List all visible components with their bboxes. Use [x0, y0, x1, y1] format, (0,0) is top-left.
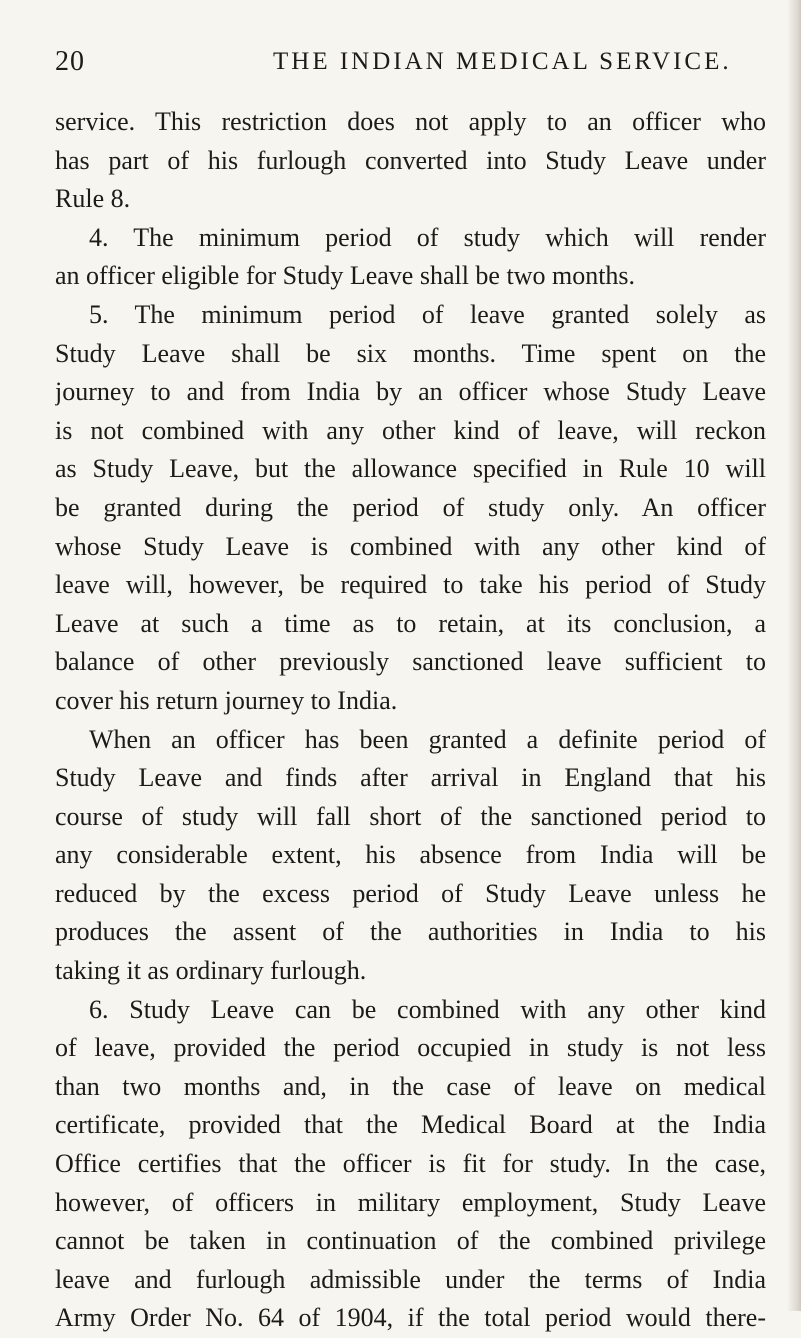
page-number: 20: [55, 46, 85, 77]
text-line: Office certifies that the officer is fit for study. In the case,: [55, 1149, 766, 1179]
text-line: Study Leave shall be six months. Time spent on the: [55, 338, 766, 368]
text-line: as Study Leave, but the allowance specified in Rule 10 will: [55, 454, 766, 484]
text-line: cannot be taken in continuation of the combined privilege: [55, 1226, 766, 1256]
text-line: journey to and from India by an officer whose Study Leave: [55, 377, 766, 407]
text-line: Study Leave and finds after arrival in England that his: [55, 763, 766, 793]
text-line: has part of his furlough converted into Study Leave under: [55, 145, 766, 175]
text-line: leave will, however, be required to take his period of Study: [55, 570, 766, 600]
text-line: 5. The minimum period of leave granted solely as: [89, 299, 766, 329]
text-line: Rule 8.: [55, 184, 131, 214]
text-line: cover his return journey to India.: [55, 685, 398, 715]
text-line: be granted during the period of study only. An officer: [55, 492, 766, 522]
text-line: leave and furlough admissible under the terms of India: [55, 1264, 766, 1294]
text-line: an officer eligible for Study Leave shall be two months.: [55, 261, 636, 291]
text-line: Army Order No. 64 of 1904, if the total period would there-: [55, 1303, 766, 1333]
text-line: than two months and, in the case of leave on medical: [55, 1071, 766, 1101]
text-line: service. This restriction does not apply to an officer who: [55, 107, 766, 136]
text-line: Leave at such a time as to retain, at its conclusion, a: [55, 608, 766, 638]
text-line: 6. Study Leave can be combined with any other kind: [89, 994, 766, 1024]
text-line: balance of other previously sanctioned leave sufficient to: [55, 647, 766, 677]
text-line: course of study will fall short of the sanctioned period to: [55, 801, 766, 831]
text-line: any considerable extent, his absence from India will be: [55, 840, 766, 870]
text-line: is not combined with any other kind of leave, will reckon: [55, 415, 766, 445]
text-line: taking it as ordinary furlough.: [55, 956, 367, 986]
page-header: [55, 46, 755, 86]
text-line: of leave, provided the period occupied in study is not less: [55, 1033, 766, 1063]
body-text: [55, 103, 766, 1338]
text-line: reduced by the excess period of Study Leave unless he: [55, 878, 766, 908]
text-line: certificate, provided that the Medical Board at the India: [55, 1110, 766, 1140]
running-head: THE INDIAN MEDICAL SERVICE.: [273, 48, 732, 75]
text-line: produces the assent of the authorities in India to his: [55, 917, 766, 947]
text-line: When an officer has been granted a definite period of: [89, 724, 766, 754]
text-line: whose Study Leave is combined with any other kind of: [55, 531, 766, 561]
page-edge-shadow: [787, 0, 801, 1311]
text-line: 4. The minimum period of study which will render: [89, 222, 766, 252]
text-line: however, of officers in military employment, Study Leave: [55, 1187, 766, 1217]
